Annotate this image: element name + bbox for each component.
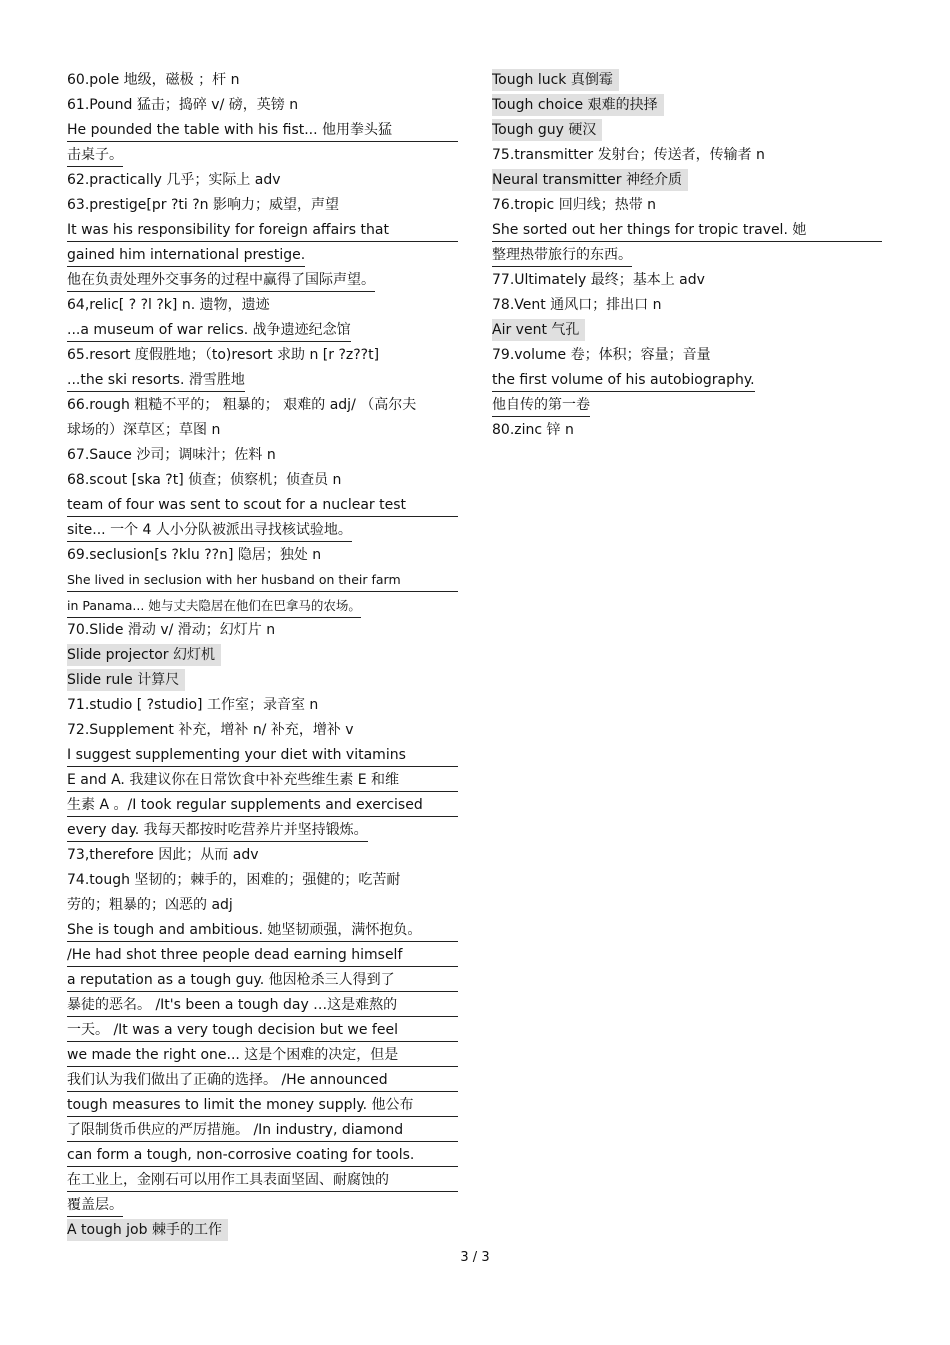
line-text: the first volume of his autobiography. — [492, 368, 755, 392]
text-line — [67, 468, 458, 493]
text-line — [67, 968, 458, 993]
line-text: can form a tough, non-corrosive coating for tools. — [67, 1143, 458, 1167]
line-text: 我们认为我们做出了正确的选择。 /He announced — [67, 1068, 458, 1092]
line-text: 了限制货币供应的严厉措施。 /In industry, diamond — [67, 1118, 458, 1142]
line-text: we made the right one... 这是个困难的决定，但是 — [67, 1043, 458, 1067]
text-line — [492, 93, 882, 118]
text-line — [492, 268, 882, 293]
text-line — [67, 893, 458, 918]
line-text: 75.transmitter 发射台；传送者，传输者 n — [492, 147, 765, 163]
text-line — [67, 1043, 458, 1068]
text-line — [492, 343, 882, 368]
line-text: 68.scout [ska ?t] 侦查；侦察机；侦查员 n — [67, 472, 342, 488]
text-line — [67, 243, 458, 268]
text-line — [67, 843, 458, 868]
line-text: 他自传的第一卷 — [492, 393, 590, 417]
text-line — [492, 368, 882, 393]
line-text: I suggest supplementing your diet with vitamins — [67, 743, 458, 767]
line-text: Tough choice 艰难的抉择 — [492, 94, 664, 116]
line-text: 80.zinc 锌 n — [492, 422, 574, 438]
line-text: 在工业上，金刚石可以用作工具表面坚固、耐腐蚀的 — [67, 1168, 458, 1192]
text-line — [67, 618, 458, 643]
text-line — [492, 143, 882, 168]
text-line — [67, 793, 458, 818]
line-text: gained him international prestige. — [67, 243, 305, 267]
line-text: /He had shot three people dead earning himself — [67, 943, 458, 967]
text-line — [492, 243, 882, 268]
line-text: in Panama... 她与丈夫隐居在他们在巴拿马的农场。 — [67, 594, 361, 618]
text-line — [67, 343, 458, 368]
left-column — [67, 68, 458, 1243]
line-text: 60.pole 地级，磁极 ；杆 n — [67, 72, 240, 88]
text-line — [67, 193, 458, 218]
line-text: site... 一个 4 人小分队被派出寻找核试验地。 — [67, 518, 352, 542]
text-line — [67, 1068, 458, 1093]
line-text: 生素 A 。/I took regular supplements and exercised — [67, 793, 458, 817]
text-line — [492, 293, 882, 318]
text-line — [67, 1193, 458, 1218]
line-text: 覆盖层。 — [67, 1193, 123, 1217]
line-text: 64,relic[ ? ?l ?k] n. 遗物，遗迹 — [67, 297, 270, 313]
text-line — [67, 1118, 458, 1143]
text-line — [492, 168, 882, 193]
text-line — [67, 118, 458, 143]
text-line — [67, 1093, 458, 1118]
line-text: Tough luck 真倒霉 — [492, 69, 619, 91]
right-column — [492, 68, 882, 443]
line-text: Slide rule 计算尺 — [67, 669, 185, 691]
line-text: Air vent 气孔 — [492, 319, 585, 341]
text-line — [67, 1143, 458, 1168]
line-text: 61.Pound 猛击；捣碎 v/ 磅，英镑 n — [67, 97, 299, 113]
line-text: 77.Ultimately 最终；基本上 adv — [492, 272, 705, 288]
text-line — [67, 318, 458, 343]
text-line — [67, 543, 458, 568]
line-text: 79.volume 卷；体积；容量；音量 — [492, 347, 711, 363]
text-line — [67, 568, 458, 593]
line-text: 击桌子。 — [67, 143, 123, 167]
line-text: team of four was sent to scout for a nuclear test — [67, 493, 458, 517]
text-line — [67, 393, 458, 418]
line-text: 62.practically 几乎；实际上 adv — [67, 172, 281, 188]
line-text: Tough guy 硬汉 — [492, 119, 602, 141]
line-text: 76.tropic 回归线；热带 n — [492, 197, 657, 213]
text-line — [67, 868, 458, 893]
text-line — [67, 68, 458, 93]
text-line — [67, 593, 458, 618]
line-text: 74.tough 坚韧的；棘手的，困难的；强健的；吃苦耐 — [67, 872, 401, 888]
text-line — [67, 1218, 458, 1243]
line-text: 一天。 /It was a very tough decision but we feel — [67, 1018, 458, 1042]
line-text: 67.Sauce 沙司；调味汁；佐料 n — [67, 447, 276, 463]
line-text: ...a museum of war relics. 战争遗迹纪念馆 — [67, 318, 351, 342]
line-text: She sorted out her things for tropic travel. 她 — [492, 218, 882, 242]
line-text: E and A. 我建议你在日常饮食中补充些维生素 E 和维 — [67, 768, 458, 792]
text-line — [67, 718, 458, 743]
line-text: 66.rough 粗糙不平的； 粗暴的； 艰难的 adj/ （高尔夫 — [67, 397, 417, 413]
text-line — [67, 293, 458, 318]
line-text: 劳的；粗暴的；凶恶的 adj — [67, 897, 233, 913]
text-line — [67, 1018, 458, 1043]
line-text: 71.studio [ ?studio] 工作室；录音室 n — [67, 697, 319, 713]
text-line — [67, 1168, 458, 1193]
line-text: She lived in seclusion with her husband on their farm — [67, 568, 458, 592]
line-text: 70.Slide 滑动 v/ 滑动；幻灯片 n — [67, 622, 276, 638]
text-line — [67, 418, 458, 443]
text-line — [67, 993, 458, 1018]
text-line — [67, 368, 458, 393]
text-line — [67, 943, 458, 968]
text-line — [67, 518, 458, 543]
text-line — [67, 668, 458, 693]
line-text: tough measures to limit the money supply. 他公布 — [67, 1093, 458, 1117]
line-text: 整理热带旅行的东西。 — [492, 243, 632, 267]
line-text: 63.prestige[pr ?ti ?n 影响力；威望，声望 — [67, 197, 339, 213]
line-text: 72.Supplement 补充，增补 n/ 补充，增补 v — [67, 722, 354, 738]
line-text: She is tough and ambitious. 她坚韧顽强，满怀抱负。 — [67, 918, 458, 942]
line-text: Slide projector 幻灯机 — [67, 644, 221, 666]
line-text: 73,therefore 因此；从而 adv — [67, 847, 259, 863]
text-line — [67, 743, 458, 768]
text-line — [67, 93, 458, 118]
line-text: 球场的）深草区；草图 n — [67, 422, 221, 438]
text-line — [492, 418, 882, 443]
text-line — [67, 268, 458, 293]
line-text: 65.resort 度假胜地；（to)resort 求助 n [r ?z??t] — [67, 347, 380, 363]
line-text: He pounded the table with his fist... 他用拳头猛 — [67, 118, 458, 142]
text-line — [492, 218, 882, 243]
line-text: It was his responsibility for foreign affairs that — [67, 218, 458, 242]
line-text: 暴徒的恶名。 /It's been a tough day …这是难熬的 — [67, 993, 458, 1017]
text-line — [67, 168, 458, 193]
text-line — [67, 493, 458, 518]
text-line — [67, 443, 458, 468]
text-line — [67, 818, 458, 843]
text-line — [67, 218, 458, 243]
text-line — [67, 768, 458, 793]
text-line — [67, 143, 458, 168]
text-line — [492, 318, 882, 343]
text-line — [492, 68, 882, 93]
page-number: 3 / 3 — [460, 1250, 490, 1265]
line-text: 他在负责处理外交事务的过程中赢得了国际声望。 — [67, 268, 375, 292]
line-text: A tough job 棘手的工作 — [67, 1219, 228, 1241]
line-text: every day. 我每天都按时吃营养片并坚持锻炼。 — [67, 818, 368, 842]
line-text: 78.Vent 通风口；排出口 n — [492, 297, 662, 313]
line-text: a reputation as a tough guy. 他因枪杀三人得到了 — [67, 968, 458, 992]
line-text: 69.seclusion[s ?klu ??n] 隐居；独处 n — [67, 547, 322, 563]
line-text: Neural transmitter 神经介质 — [492, 169, 688, 191]
text-line — [492, 118, 882, 143]
line-text: ...the ski resorts. 滑雪胜地 — [67, 368, 245, 392]
text-line — [67, 643, 458, 668]
text-line — [67, 918, 458, 943]
text-line — [492, 193, 882, 218]
text-line — [492, 393, 882, 418]
text-line — [67, 693, 458, 718]
